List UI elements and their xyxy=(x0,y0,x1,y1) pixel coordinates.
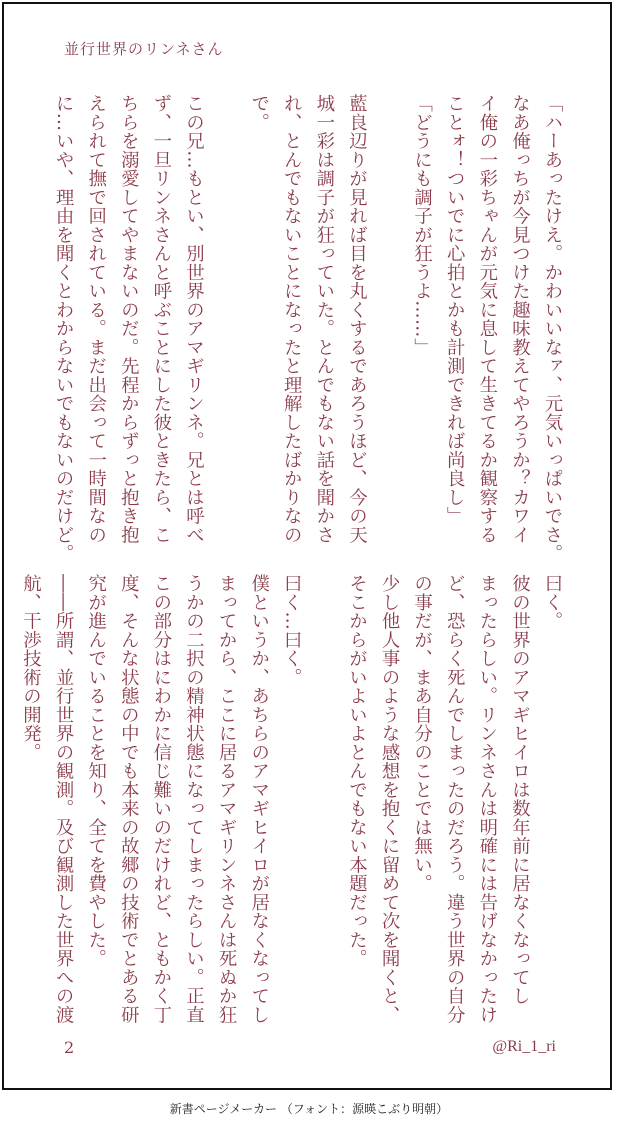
text-line: 曰く。 xyxy=(542,574,563,631)
blank-line xyxy=(307,574,340,1014)
text-line: この兄…もとい、別世界のアマギリンネ。兄とは呼べ xyxy=(183,94,205,544)
text-line: 藍良辺りが見れば目を丸くするであろうほど、今の天 xyxy=(346,94,368,544)
upper-text-block xyxy=(47,94,569,563)
text-line: に…いや、理由を聞くとわからないでもないのだけど。 xyxy=(53,94,75,563)
text-line: 究が進んでいることを知り、全てを費やした。 xyxy=(85,574,107,968)
text-line: えられて撫で回されている。まだ出会って一時間なの xyxy=(85,94,107,544)
text-line: ず、一旦リンネさんと呼ぶことにした彼ときたら、こ xyxy=(150,94,172,544)
text-line: 僕というか、あちらのアマギヒイロが居なくなってし xyxy=(248,574,270,1024)
text-line: ことォ！ついでに心拍とかも計測できれば尚良し」 xyxy=(444,94,466,526)
text-line: なあ俺っちが今見つけた趣味教えてやろうか？カワイ xyxy=(509,94,531,544)
text-line: うかの二択の精神状態になってしまったらしい。正直 xyxy=(183,574,205,1024)
text-line: 「ハーあったけえ。かわいいなァ、元気いっぱいでさ。 xyxy=(542,94,563,563)
text-line: まったらしい。リンネさんは明確には告げなかったけ xyxy=(476,574,498,1024)
text-line: この部分はにわかに信じ難いのだけれど、ともかく丁 xyxy=(150,574,172,1024)
lower-text-block xyxy=(14,574,568,1024)
blank-line xyxy=(209,94,242,534)
text-line: そこからがいよいよとんでもない本題だった。 xyxy=(346,574,368,968)
text-line: で。 xyxy=(248,94,270,132)
text-line: の事だが、まあ自分のことでは無い。 xyxy=(411,574,433,893)
text-line: 「どうにも調子が狂うよ……」 xyxy=(411,94,433,357)
blank-line xyxy=(372,94,405,534)
author-handle: @Ri_1_ri xyxy=(492,1038,556,1055)
book-page xyxy=(2,2,612,1090)
text-line: 曰く…曰く。 xyxy=(281,574,303,687)
running-title: 並行世界のリンネさん xyxy=(64,40,224,58)
text-line: 少し他人事のような感想を抱くに留めて次を聞くと、 xyxy=(379,574,401,1024)
text-line: まってから、ここに居るアマギリンネさんは死ぬか狂 xyxy=(216,574,238,1024)
text-line: ど、恐らく死んでしまったのだろう。違う世界の自分 xyxy=(444,574,466,1024)
text-line: 城一彩は調子が狂っていた。とんでもない話を聞かさ xyxy=(313,94,335,544)
text-line: ちらを溺愛してやまないのだ。先程からずっと抱き抱 xyxy=(118,94,140,544)
text-line: イ俺の一彩ちゃんが元気に息して生きてるか観察する xyxy=(476,94,498,544)
maker-caption: 新書ページメーカー （フォント：源暎こぶり明朝） xyxy=(169,1102,449,1116)
text-line: 航、干渉技術の開発。 xyxy=(20,574,42,762)
text-line: 度、そんな状態の中でも本来の故郷の技術でとある研 xyxy=(118,574,140,1024)
text-line: れ、とんでもないことになったと理解したばかりなの xyxy=(281,94,303,544)
text-line: 彼の世界のアマギヒイロは数年前に居なくなってし xyxy=(509,574,531,1006)
page-number: 2 xyxy=(64,1038,75,1057)
text-line: ――所謂、並行世界の観測。及び観測した世界への渡 xyxy=(53,574,75,1024)
